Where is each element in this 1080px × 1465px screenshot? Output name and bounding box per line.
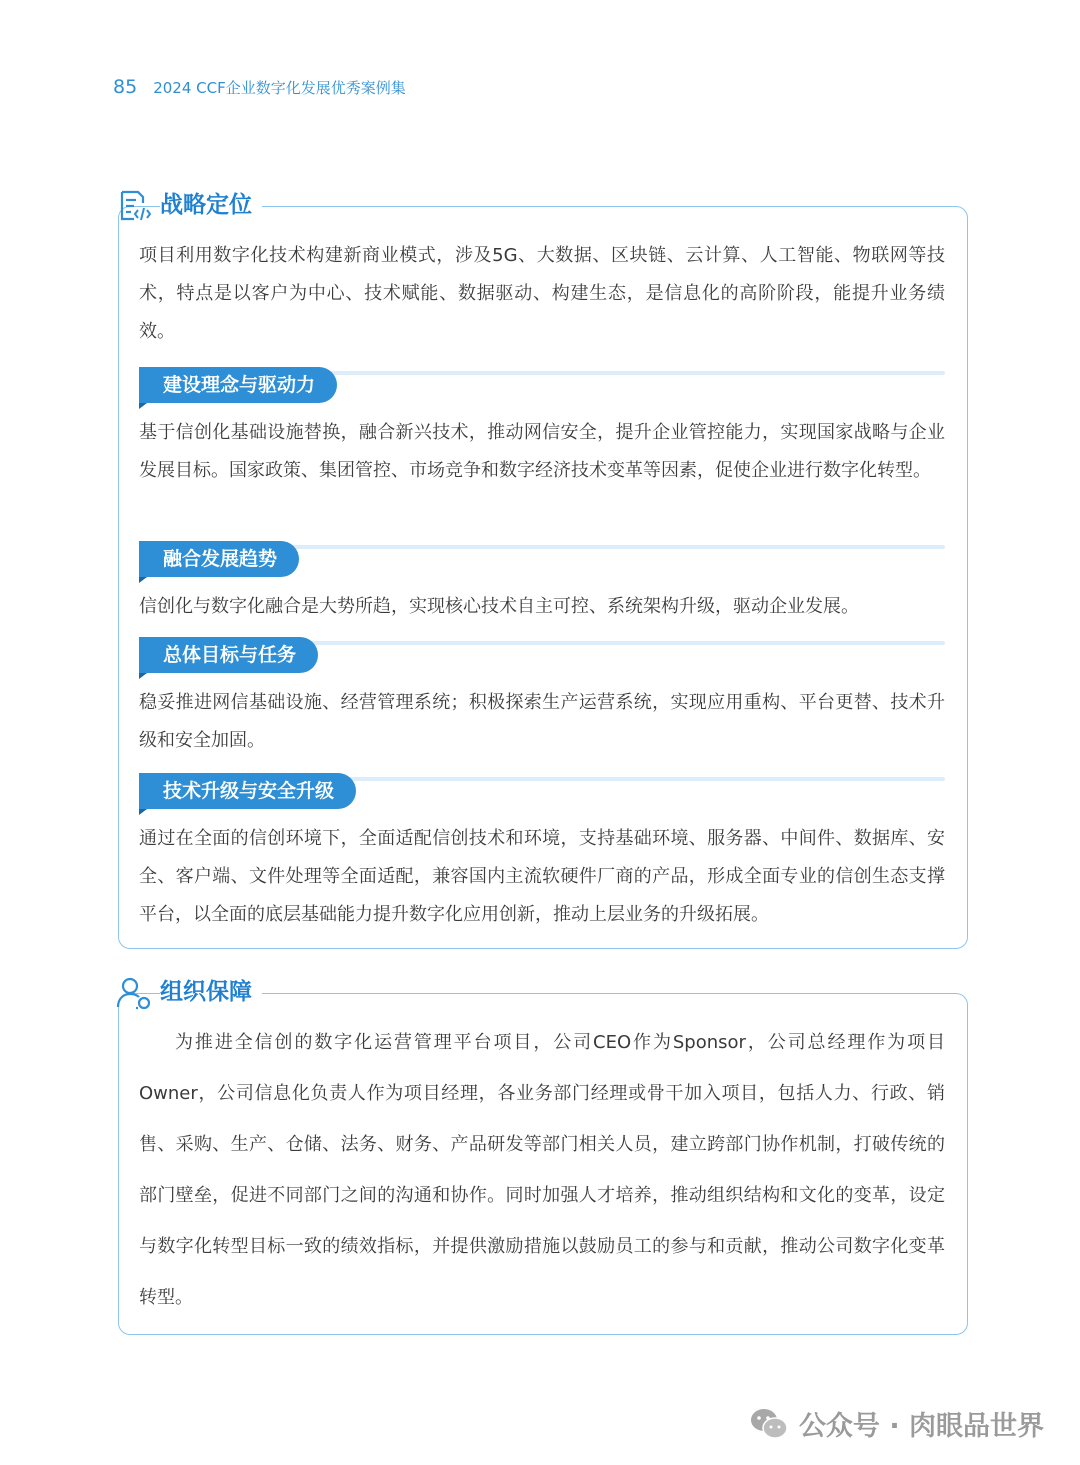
publication-title: 2024 CCF企业数字化发展优秀案例集 [153, 79, 406, 97]
page-header [113, 76, 406, 98]
subsection-text-philosophy: 基于信创化基础设施替换，融合新兴技术，推动网信安全，提升企业管控能力，实现国家战略与企业发展目标。国家政策、集团管控、市场竞争和数字经济技术变革等因素，促使企业进行数字化转型。 [139, 422, 945, 481]
watermark-text: 公众号 · 肉眼品世界 [798, 1411, 1044, 1442]
subsection-text-tech-upgrade: 通过在全面的信创环境下，全面适配信创技术和环境，支持基础环境、服务器、中间件、数据库、安全、客户端、文件处理等全面适配，兼容国内主流软硬件厂商的产品，形成全面专业的信创生态支撑平台，以全面的底层基础能力提升数字化应用创新，推动上层业务的升级拓展。 [139, 828, 945, 925]
subsection-text-goals: 稳妥推进网信基础设施、经营管理系统；积极探索生产运营系统，实现应用重构、平台更替、技术升级和安全加固。 [139, 692, 945, 751]
strategy-title: 战略定位 [160, 190, 262, 220]
subsection-title-philosophy: 建设理念与驱动力 [139, 367, 337, 403]
organization-title: 组织保障 [160, 977, 262, 1007]
subsection-text-trend: 信创化与数字化融合是大势所趋，实现核心技术自主可控、系统架构升级，驱动企业发展。 [139, 596, 859, 617]
people-icon [116, 975, 154, 1011]
watermark [749, 1404, 1044, 1443]
page-number: 85 [113, 76, 138, 98]
subsection-title-tech-upgrade: 技术升级与安全升级 [139, 773, 356, 809]
strategy-intro: 项目利用数字化技术构建新商业模式，涉及5G、大数据、区块链、云计算、人工智能、物联网等技术，特点是以客户为中心、技术赋能、数据驱动、构建生态，是信息化的高阶阶段，能提升业务绩效。 [139, 245, 945, 342]
subsection-title-goals: 总体目标与任务 [139, 637, 318, 673]
wechat-icon [749, 1407, 789, 1441]
organization-text: 为推进全信创的数字化运营管理平台项目，公司CEO作为Sponsor，公司总经理作为项目Owner，公司信息化负责人作为项目经理，各业务部门经理或骨干加入项目，包括人力、行政、销售、采购、生产、仓储、法务、财务、产品研发等部门相关人员，建立跨部门协作机制，打破传统的部门壁垒，促进不同部门之间的沟通和协作。同时加强人才培养，推动组织结构和文化的变革，设定与数字化转型目标一致的绩效指标，并提供激励措施以鼓励员工的参与和贡献，推动公司数字化变革转型。 [139, 1032, 945, 1308]
document-code-icon [116, 188, 152, 224]
subsection-title-trend: 融合发展趋势 [139, 541, 299, 577]
